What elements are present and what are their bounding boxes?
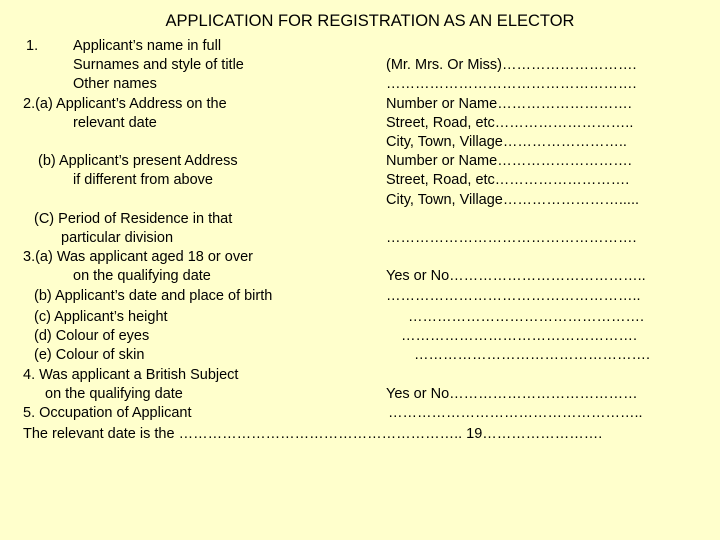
label-particular-division: particular division — [61, 230, 174, 246]
field-period-residence[interactable]: ……………………………………………. — [386, 230, 637, 246]
label-british-subject: 4. Was applicant a British Subject — [23, 367, 239, 383]
label-aged-18: 3.(a) Was applicant aged 18 or over — [23, 249, 253, 265]
label-qualifying-date-2: on the qualifying date — [45, 386, 183, 402]
field-title[interactable]: (Mr. Mrs. Or Miss)………………………. — [386, 57, 637, 73]
field-address-city[interactable]: City, Town, Village…………………….. — [386, 134, 627, 150]
field-aged-18[interactable]: Yes or No………………………………….. — [386, 268, 646, 284]
label-surnames: Surnames and style of title — [73, 57, 244, 73]
relevant-date-line[interactable]: The relevant date is the ………………………………………………….. 19……………………. — [23, 426, 603, 442]
field-british-subject[interactable]: Yes or No………………………………… — [386, 386, 638, 402]
label-present-address: (b) Applicant’s present Address — [38, 153, 238, 169]
field-eyes[interactable]: …………………………………………. — [401, 328, 638, 344]
label-qualifying-date: on the qualifying date — [73, 268, 211, 284]
field-occupation[interactable]: …………………………………………….. — [388, 405, 643, 421]
field-other-names[interactable]: ……………………………………………. — [386, 76, 637, 92]
field-birth[interactable]: …………………………………………….. — [386, 288, 641, 304]
label-birth: (b) Applicant’s date and place of birth — [34, 288, 273, 304]
label-applicant-name: Applicant’s name in full — [73, 38, 222, 54]
label-if-different: if different from above — [73, 172, 213, 188]
label-eyes: (d) Colour of eyes — [34, 328, 150, 344]
field-height[interactable]: …………………………………………. — [408, 309, 645, 325]
label-relevant-date: relevant date — [73, 115, 157, 131]
label-skin: (e) Colour of skin — [34, 347, 145, 363]
field-present-number[interactable]: Number or Name………………………. — [386, 153, 632, 169]
label-height: (c) Applicant’s height — [34, 309, 168, 325]
label-address-relevant: 2.(a) Applicant’s Address on the — [23, 96, 227, 112]
field-address-street[interactable]: Street, Road, etc……………………….. — [386, 115, 634, 131]
form-title: APPLICATION FOR REGISTRATION AS AN ELECTOR — [165, 12, 575, 30]
field-address-number[interactable]: Number or Name………………………. — [386, 96, 632, 112]
item-1-number: 1. — [26, 38, 39, 54]
field-present-street[interactable]: Street, Road, etc………………………. — [386, 172, 630, 188]
label-occupation: 5. Occupation of Applicant — [23, 405, 192, 421]
label-other-names: Other names — [73, 76, 157, 92]
field-present-city[interactable]: City, Town, Village……………………..... — [386, 192, 640, 208]
label-period-residence: (C) Period of Residence in that — [34, 211, 233, 227]
field-skin[interactable]: …………………………………………. — [414, 347, 651, 363]
